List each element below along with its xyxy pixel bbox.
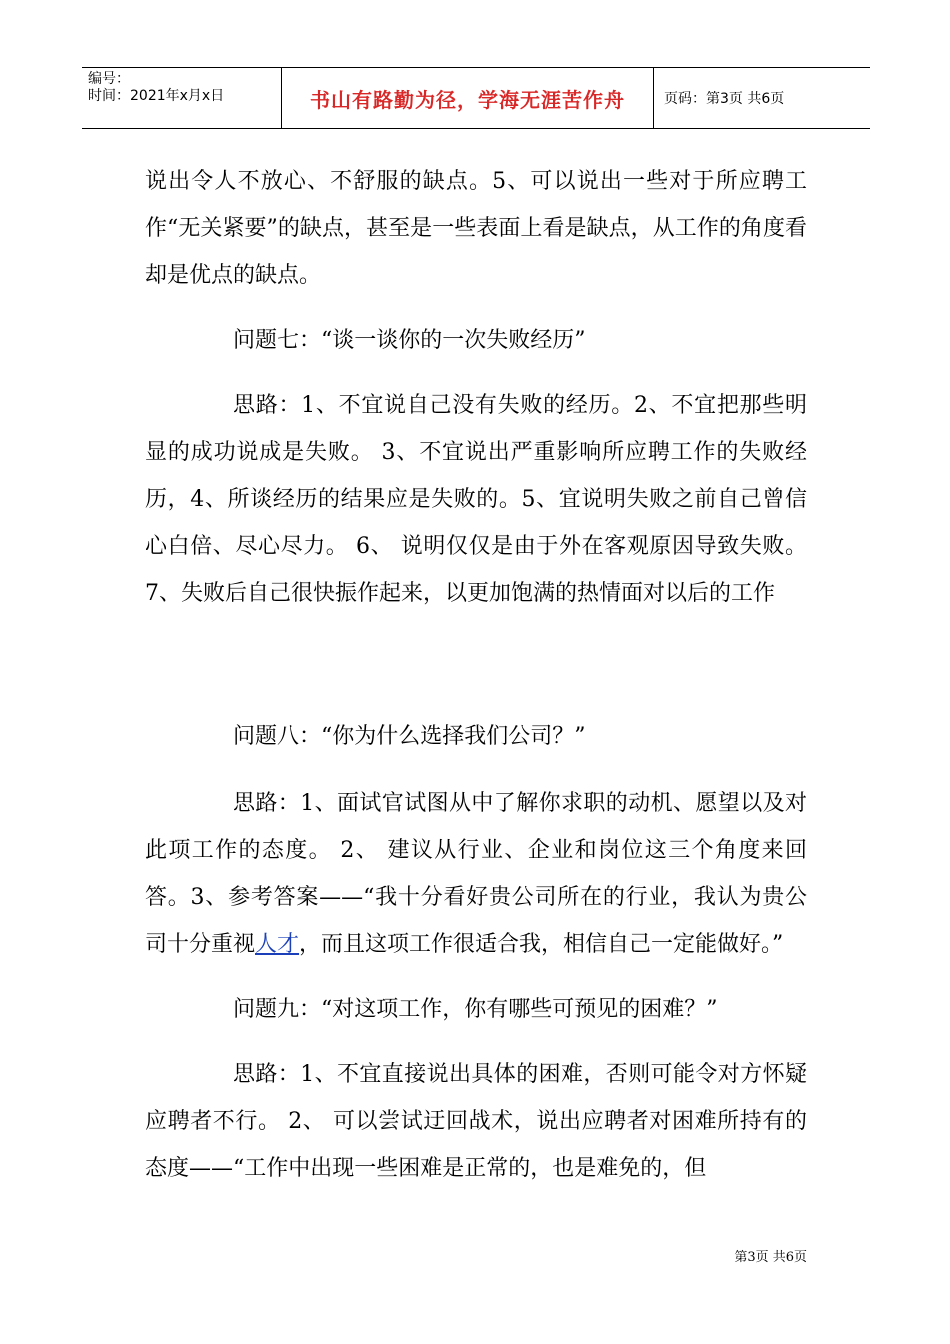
answer-9: 思路：1、不宜直接说出具体的困难，否则可能令对方怀疑应聘者不行。 2、 可以尝试迂回战术，说出应聘者对困难所持有的态度——“工作中出现一些困难是正常的，也是难免的，但 — [145, 1062, 807, 1181]
document-body — [145, 158, 807, 1192]
question-9: 问题九：“对这项工作，你有哪些可预见的困难？” — [233, 997, 718, 1022]
doc-number-label: 编号： — [88, 71, 130, 87]
answer-8-text-1: 思路：1、面试官试图从中了解你求职的动机、愿望以及对此项工作的态度。 2、 建议从行业、企业和岗位这三个角度来回答。3、参考答案——“我十分看好贵公司所在的行业，我认为贵公司十分重视 — [145, 791, 807, 957]
header-page-label: 页码：第3页 共6页 — [664, 91, 785, 107]
date-label: 时间：2021年x月x日 — [88, 88, 225, 104]
page-footer: 第3页 共6页 — [734, 1250, 807, 1265]
question-7: 问题七：“谈一谈你的一次失败经历” — [233, 328, 586, 353]
talent-link[interactable]: 人才 — [255, 932, 300, 957]
paragraph-continuation: 说出令人不放心、不舒服的缺点。5、可以说出一些对于所应聘工作“无关紧要”的缺点，甚至是一些表面上看是缺点，从工作的角度看却是优点的缺点。 — [145, 169, 807, 288]
question-8: 问题八：“你为什么选择我们公司？” — [233, 724, 586, 749]
answer-8-text-2: ，而且这项工作很适合我，相信自己一定能做好。” — [299, 932, 784, 957]
answer-8 — [145, 780, 807, 968]
header-motto: 书山有路勤为径，学海无涯苦作舟 — [282, 68, 654, 128]
document-header — [82, 67, 870, 129]
answer-7: 思路：1、不宜说自己没有失败的经历。2、不宜把那些明显的成功说成是失败。 3、不宜说出严重影响所应聘工作的失败经历，4、所谈经历的结果应是失败的。5、宜说明失败之前自己曾信心白倍、尽心尽力。 6、 说明仅仅是由于外在客观原因导致失败。7、失败后自己很快振作起来，以更加饱满的热情面对以后的工作 — [145, 393, 807, 606]
header-info-cell — [82, 68, 282, 128]
